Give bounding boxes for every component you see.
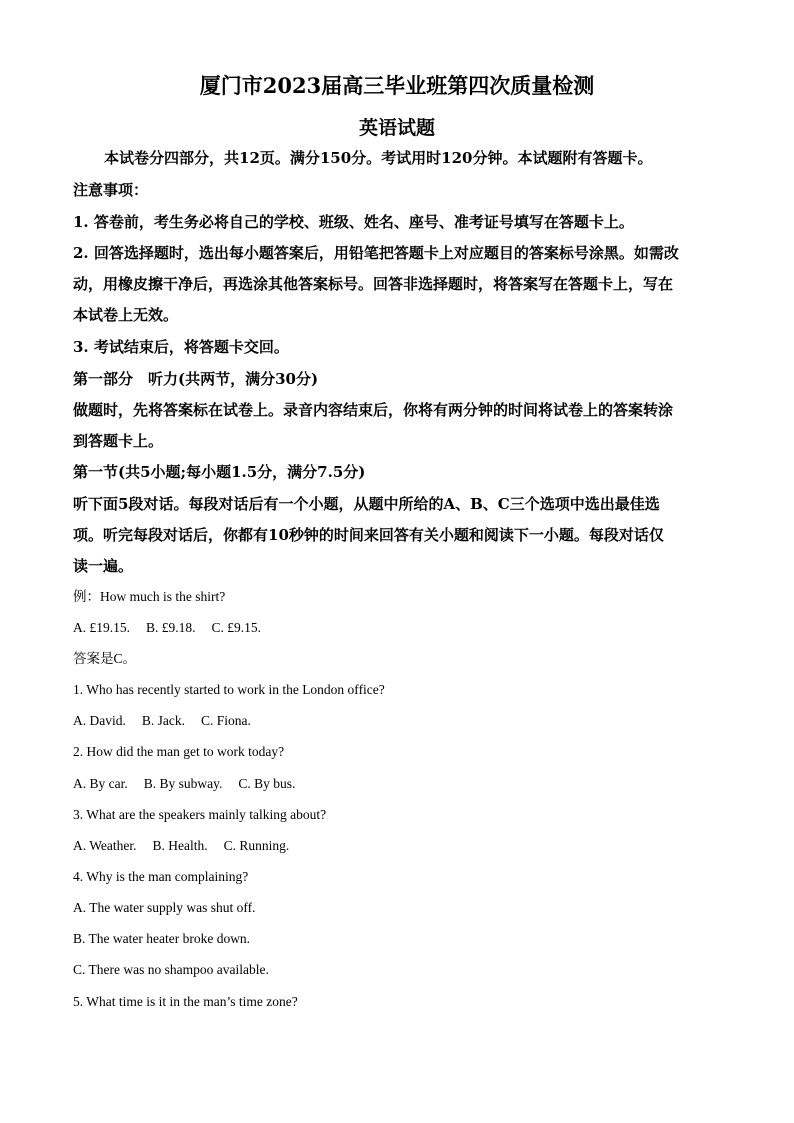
- question-5: 5. What time is it in the man’s time zone?: [73, 994, 298, 1009]
- question-1: 1. Who has recently started to work in the London office?: [73, 682, 385, 697]
- option-a: A. By car.: [73, 776, 128, 791]
- note-1: 1. 答卷前，考生务必将自己的学校、班级、姓名、座号、准考证号填写在答题卡上。: [73, 213, 634, 231]
- note-2-line-2: 动，用橡皮擦干净后，再选涂其他答案标号。回答非选择题时，将答案写在答题卡上，写在: [73, 275, 674, 293]
- question-3: 3. What are the speakers mainly talking about?: [73, 807, 327, 822]
- option-b: B. Jack.: [141, 713, 185, 728]
- option-a: A. £19.15.: [73, 620, 130, 635]
- option-a: A. David.: [73, 713, 126, 728]
- note-2-line-1: 2. 回答选择题时，选出每小题答案后，用铅笔把答题卡上对应题目的答案标号涂黑。如需改: [73, 244, 679, 262]
- note-2-line-3: 本试卷上无效。: [73, 306, 179, 324]
- part1-instruction-line-1: 做题时，先将答案标在试卷上。录音内容结束后，你将有两分钟的时间将试卷上的答案转涂: [73, 401, 674, 419]
- section1-instruction-line-2: 项。听完每段对话后，你都有10秒钟的时间来回答有关小题和阅读下一小题。每段对话仅: [73, 526, 664, 544]
- question-1-options: [73, 712, 267, 730]
- question-4-option-b: B. The water heater broke down.: [73, 931, 251, 946]
- option-b: B. £9.18.: [146, 620, 196, 635]
- option-b: B. Health.: [152, 838, 208, 853]
- option-c: C. £9.15.: [211, 620, 262, 635]
- question-2-options: [73, 775, 311, 793]
- example-options: [73, 619, 277, 637]
- option-a: A. Weather.: [73, 838, 137, 853]
- example-question: 例：How much is the shirt?: [73, 589, 226, 604]
- option-c: C. By bus.: [238, 776, 296, 791]
- option-c: C. Fiona.: [201, 713, 251, 728]
- section1-instruction-line-3: 读一遍。: [73, 557, 134, 575]
- page-title: 厦门市2023届高三毕业班第四次质量检测: [199, 73, 595, 98]
- page-subtitle: 英语试题: [358, 117, 435, 139]
- question-2: 2. How did the man get to work today?: [73, 744, 285, 759]
- part1-instruction-line-2: 到答题卡上。: [73, 432, 164, 450]
- question-4-option-a: A. The water supply was shut off.: [73, 900, 256, 915]
- intro-line: 本试卷分四部分，共12页。满分150分。考试用时120分钟。本试题附有答题卡。: [104, 149, 653, 167]
- question-4-option-c: C. There was no shampoo available.: [73, 962, 269, 977]
- example-answer: 答案是C。: [73, 651, 137, 666]
- notes-heading: 注意事项：: [73, 181, 149, 199]
- option-c: C. Running.: [223, 838, 290, 853]
- question-3-options: [73, 837, 305, 855]
- section1-instruction-line-1: 听下面5段对话。每段对话后有一个小题，从题中所给的A、B、C三个选项中选出最佳选: [73, 495, 660, 513]
- section1-heading: 第一节(共5小题;每小题1.5分，满分7.5分): [73, 463, 366, 481]
- part1-heading: 第一部分 听力(共两节，满分30分): [73, 370, 319, 388]
- note-3: 3. 考试结束后，将答题卡交回。: [73, 338, 289, 356]
- option-b: B. By subway.: [143, 776, 223, 791]
- question-4: 4. Why is the man complaining?: [73, 869, 249, 884]
